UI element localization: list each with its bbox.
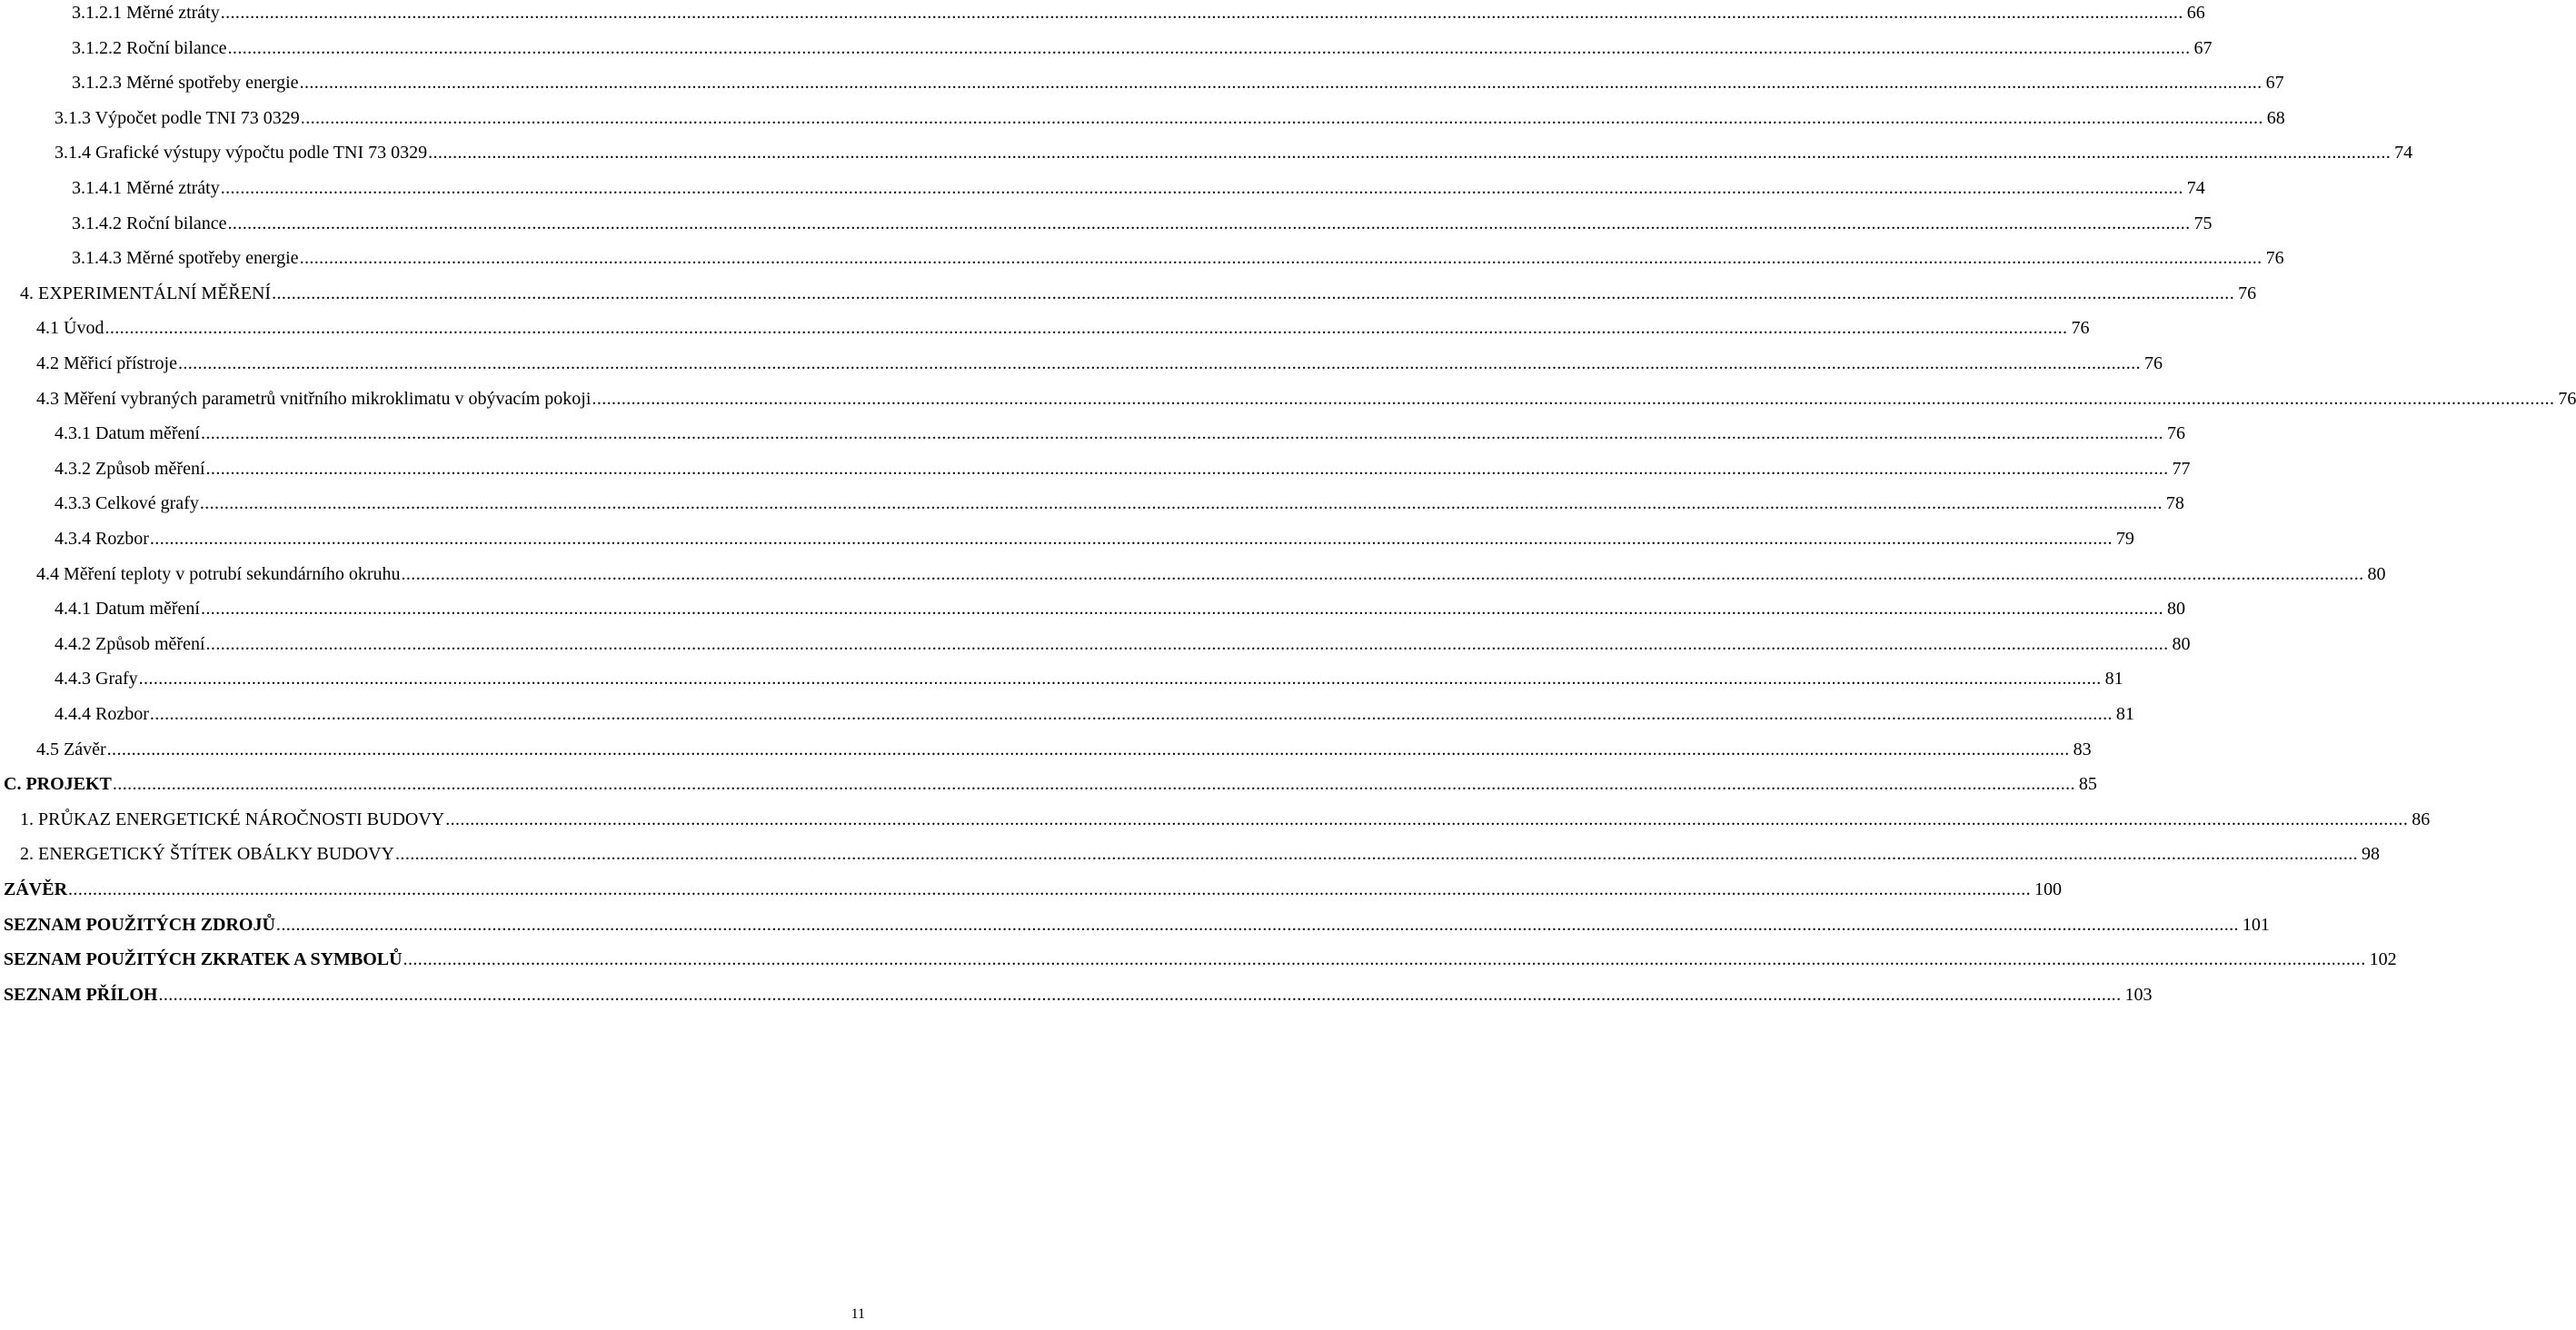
toc-entry-title: 3.1.2.2 Roční bilance	[72, 37, 227, 58]
toc-entry[interactable]	[0, 802, 2431, 837]
toc-entry-page: 75	[2193, 213, 2213, 233]
toc-dot-leader: ................................................................................................................................................................................................................................................................................................................................................................................................................	[149, 704, 2113, 724]
toc-entry-title: 3.1.2.3 Měrné spotřeby energie	[72, 73, 299, 94]
toc-entry-page: 74	[2186, 178, 2205, 198]
toc-dot-leader: ................................................................................................................................................................................................................................................................................................................................................................................................................	[275, 914, 2239, 935]
toc-entry-title: 3.1.4.2 Roční bilance	[72, 213, 227, 233]
toc-entry[interactable]	[0, 697, 2134, 731]
toc-dot-leader: ................................................................................................................................................................................................................................................................................................................................................................................................................	[227, 213, 2191, 233]
toc-entry[interactable]	[0, 908, 2270, 942]
toc-entry-title: SEZNAM POUŽITÝCH ZDROJŮ	[4, 914, 275, 935]
toc-entry-page: 80	[2172, 633, 2191, 654]
toc-entry-page: 76	[2166, 423, 2185, 444]
toc-dot-leader: ................................................................................................................................................................................................................................................................................................................................................................................................................	[177, 353, 2141, 373]
toc-dot-leader: ................................................................................................................................................................................................................................................................................................................................................................................................................	[299, 248, 2263, 269]
toc-entry-title: 3.1.4.3 Měrné spotřeby energie	[72, 248, 299, 269]
toc-entry[interactable]	[0, 101, 2285, 135]
toc-dot-leader: ................................................................................................................................................................................................................................................................................................................................................................................................................	[149, 529, 2113, 549]
toc-entry-page: 68	[2266, 107, 2285, 128]
toc-entry[interactable]	[0, 486, 2184, 521]
toc-entry-title: 4.4 Měření teploty v potrubí sekundárního okruhu	[36, 563, 401, 584]
toc-entry-page: 77	[2172, 458, 2191, 479]
toc-dot-leader: ................................................................................................................................................................................................................................................................................................................................................................................................................	[200, 599, 2163, 620]
toc-entry-page: 102	[2369, 949, 2397, 970]
toc-entry-page: 80	[2166, 599, 2185, 620]
toc-entry[interactable]	[0, 942, 2397, 977]
page-number: 11	[850, 1306, 865, 1322]
toc-entry[interactable]	[0, 0, 2205, 30]
toc-entry[interactable]	[0, 416, 2185, 451]
toc-entry-page: 76	[2143, 353, 2163, 373]
toc-entry-page: 98	[2362, 844, 2381, 865]
toc-entry-title: 4.4.1 Datum měření	[55, 599, 200, 620]
toc-entry[interactable]	[0, 171, 2205, 205]
toc-entry[interactable]	[0, 452, 2191, 486]
toc-entry-title: SEZNAM PŘÍLOH	[4, 984, 158, 1005]
toc-dot-leader: ................................................................................................................................................................................................................................................................................................................................................................................................................	[68, 879, 2032, 899]
toc-entry[interactable]	[0, 521, 2134, 556]
toc-entry-page: 101	[2242, 914, 2270, 935]
toc-entry-page: 81	[2104, 669, 2123, 690]
toc-entry[interactable]	[0, 135, 2413, 170]
toc-entry-page: 103	[2124, 984, 2153, 1005]
toc-dot-leader: ................................................................................................................................................................................................................................................................................................................................................................................................................	[445, 809, 2409, 829]
toc-entry-title: 2. ENERGETICKÝ ŠTÍTEK OBÁLKY BUDOVY	[20, 844, 395, 865]
toc-entry[interactable]	[0, 767, 2097, 801]
toc-dot-leader: ................................................................................................................................................................................................................................................................................................................................................................................................................	[220, 3, 2183, 23]
toc-entry-page: 67	[2265, 73, 2284, 94]
toc-dot-leader: ................................................................................................................................................................................................................................................................................................................................................................................................................	[395, 844, 2359, 865]
toc-entry-page: 85	[2078, 774, 2097, 795]
toc-entry[interactable]	[0, 276, 2257, 311]
toc-entry[interactable]	[0, 872, 2063, 907]
toc-entry-page: 76	[2265, 248, 2284, 269]
toc-dot-leader: ................................................................................................................................................................................................................................................................................................................................................................................................................	[112, 774, 2075, 795]
toc-entry-title: 4.4.4 Rozbor	[55, 704, 149, 724]
toc-dot-leader: ................................................................................................................................................................................................................................................................................................................................................................................................................	[401, 563, 2364, 584]
toc-entry-page: 76	[2558, 388, 2576, 409]
toc-entry[interactable]	[0, 31, 2213, 65]
toc-dot-leader: ................................................................................................................................................................................................................................................................................................................................................................................................................	[199, 493, 2163, 514]
toc-dot-leader: ................................................................................................................................................................................................................................................................................................................................................................................................................	[205, 633, 2169, 654]
toc-entry[interactable]	[0, 557, 2386, 591]
toc-entry-title: 3.1.2.1 Měrné ztráty	[72, 3, 220, 23]
toc-entry-page: 80	[2367, 563, 2386, 584]
toc-dot-leader: ................................................................................................................................................................................................................................................................................................................................................................................................................	[428, 143, 2392, 164]
toc-entry-title: 4.3.3 Celkové grafy	[55, 493, 199, 514]
toc-entry-title: SEZNAM POUŽITÝCH ZKRATEK A SYMBOLŮ	[4, 949, 403, 970]
toc-entry[interactable]	[0, 346, 2163, 381]
toc-entry-title: 4.3.2 Způsob měření	[55, 458, 205, 479]
toc-entry-page: 67	[2193, 37, 2213, 58]
toc-entry-page: 86	[2412, 809, 2431, 829]
toc-entry-page: 81	[2115, 704, 2134, 724]
toc-entry-page: 79	[2115, 529, 2134, 549]
toc-entry-title: C. PROJEKT	[4, 774, 112, 795]
toc-entry-title: 4. EXPERIMENTÁLNÍ MĚŘENÍ	[20, 283, 272, 303]
toc-entry-title: 4.3 Měření vybraných parametrů vnitřního mikroklimatu v obývacím pokoji	[36, 388, 592, 409]
toc-entry[interactable]	[0, 732, 2092, 767]
toc-entry-title: 4.4.3 Grafy	[55, 669, 138, 690]
toc-entry-title: ZÁVĚR	[4, 879, 68, 899]
toc-entry[interactable]	[0, 627, 2191, 661]
toc-entry-title: 3.1.4.1 Měrné ztráty	[72, 178, 220, 198]
toc-dot-leader: ................................................................................................................................................................................................................................................................................................................................................................................................................	[299, 73, 2263, 94]
toc-entry-page: 74	[2394, 143, 2413, 164]
toc-entry-page: 78	[2165, 493, 2184, 514]
toc-dot-leader: ................................................................................................................................................................................................................................................................................................................................................................................................................	[272, 283, 2235, 303]
toc-dot-leader: ................................................................................................................................................................................................................................................................................................................................................................................................................	[205, 458, 2169, 479]
toc-entry-title: 3.1.3 Výpočet podle TNI 73 0329	[55, 107, 300, 128]
toc-entry[interactable]	[0, 382, 2576, 416]
toc-entry-page: 100	[2034, 879, 2063, 899]
toc-dot-leader: ................................................................................................................................................................................................................................................................................................................................................................................................................	[158, 984, 2122, 1005]
toc-dot-leader: ................................................................................................................................................................................................................................................................................................................................................................................................................	[220, 178, 2183, 198]
toc-entry-page: 83	[2073, 739, 2092, 759]
toc-entry-title: 3.1.4 Grafické výstupy výpočtu podle TNI 73 0329	[55, 143, 428, 164]
toc-dot-leader: ................................................................................................................................................................................................................................................................................................................................................................................................................	[300, 107, 2263, 128]
toc-entry-title: 4.5 Závěr	[36, 739, 106, 759]
toc-entry-title: 4.3.4 Rozbor	[55, 529, 149, 549]
toc-dot-leader: ................................................................................................................................................................................................................................................................................................................................................................................................................	[227, 37, 2191, 58]
toc-entry-page: 66	[2186, 3, 2205, 23]
toc-entry-title: 4.4.2 Způsob měření	[55, 633, 205, 654]
toc-dot-leader: ................................................................................................................................................................................................................................................................................................................................................................................................................	[138, 669, 2102, 690]
toc-entry[interactable]	[0, 591, 2185, 626]
toc-entry-title: 4.1 Úvod	[36, 318, 104, 339]
toc-dot-leader: ................................................................................................................................................................................................................................................................................................................................................................................................................	[200, 423, 2163, 444]
toc-entry-title: 4.2 Měřicí přístroje	[36, 353, 177, 373]
toc-entry-title: 1. PRŮKAZ ENERGETICKÉ NÁROČNOSTI BUDOVY	[20, 809, 445, 829]
toc-entry[interactable]	[0, 837, 2381, 871]
toc-entry-page: 76	[2071, 318, 2090, 339]
toc-dot-leader: ................................................................................................................................................................................................................................................................................................................................................................................................................	[403, 949, 2366, 970]
toc-dot-leader: ................................................................................................................................................................................................................................................................................................................................................................................................................	[106, 739, 2070, 759]
toc-entry[interactable]	[0, 241, 2284, 275]
toc-entry[interactable]	[0, 978, 2153, 1012]
toc-dot-leader: ................................................................................................................................................................................................................................................................................................................................................................................................................	[592, 388, 2555, 409]
toc-entry-page: 76	[2238, 283, 2257, 303]
toc-entry-title: 4.3.1 Datum měření	[55, 423, 200, 444]
toc-entry[interactable]	[0, 661, 2123, 696]
toc-entry[interactable]	[0, 311, 2090, 345]
toc-dot-leader: ................................................................................................................................................................................................................................................................................................................................................................................................................	[104, 318, 2068, 339]
toc-entry[interactable]	[0, 206, 2213, 241]
toc-entry[interactable]	[0, 65, 2284, 100]
